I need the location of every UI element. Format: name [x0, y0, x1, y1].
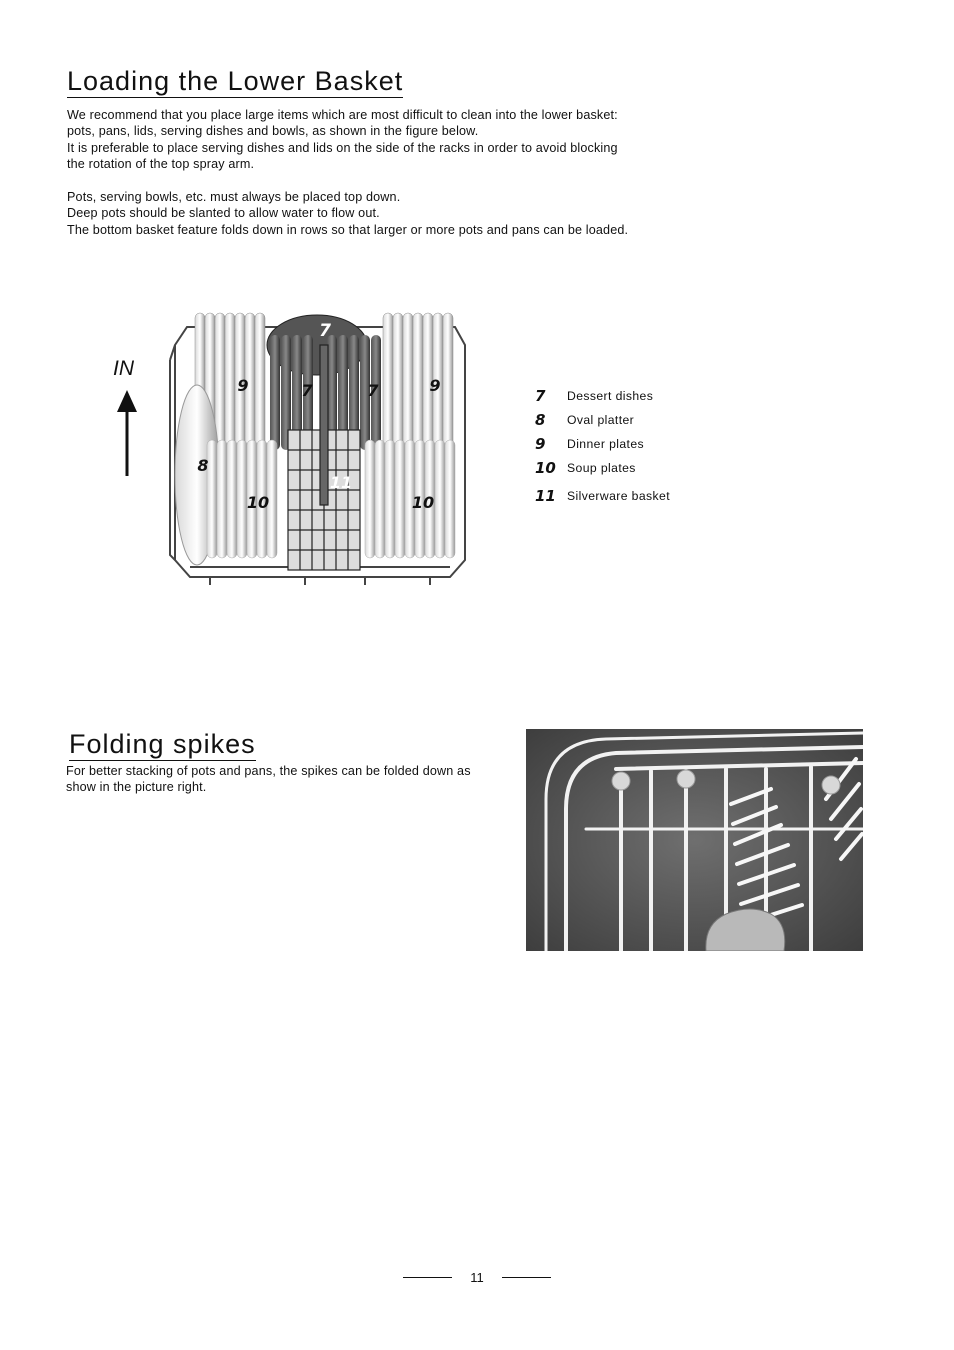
section-title-lower-basket: Loading the Lower Basket	[67, 66, 404, 96]
legend-label: Oval platter	[567, 413, 635, 427]
page-number: 11	[470, 1270, 484, 1285]
legend-item	[535, 408, 670, 432]
legend-number: 8	[535, 411, 546, 429]
callout-7-top: 7	[319, 321, 331, 341]
figure-legend	[535, 384, 670, 508]
callout-10-left: 10	[246, 493, 270, 512]
legend-label: Dinner plates	[567, 437, 645, 451]
lower-basket-notes: Pots, serving bowls, etc. must always be placed top down. Deep pots should be slanted to allow water to flow out. The bottom basket feature folds down in rows so that larger or more pots and pans can be loaded.	[67, 190, 629, 237]
in-arrow-icon	[114, 388, 140, 478]
page-footer	[403, 1270, 551, 1285]
legend-item	[535, 432, 670, 456]
callout-10-right: 10	[411, 493, 435, 512]
callout-7-right: 7	[367, 381, 379, 400]
legend-label: Soup plates	[567, 461, 636, 475]
lower-basket-intro: We recommend that you place large items which are most difficult to clean into the lower basket: pots, pans, lids, serving dishes and bowls, as shown in the figure below. It is preferable to place serving dishes and lids on the side of the racks in order to avoid blocking the rotation of the top spray arm.	[67, 108, 618, 171]
legend-number: 11	[535, 487, 556, 505]
legend-item	[535, 456, 670, 480]
lower-basket-illustration	[165, 305, 475, 590]
legend-label: Dessert dishes	[567, 389, 654, 403]
legend-item	[535, 384, 670, 408]
legend-number: 7	[535, 387, 546, 405]
legend-item	[535, 484, 670, 508]
callout-9-left: 9	[237, 376, 249, 395]
soup-plates-right	[365, 440, 455, 558]
folding-spikes-photo	[526, 729, 863, 951]
footer-rule-left	[403, 1277, 452, 1278]
callout-9-right: 9	[429, 376, 441, 395]
legend-number: 10	[535, 459, 556, 477]
plates-back-right	[383, 313, 453, 448]
legend-number: 9	[535, 435, 546, 453]
footer-rule-right	[502, 1277, 551, 1278]
callout-11: 11	[329, 473, 353, 492]
legend-label: Silverware basket	[567, 489, 670, 503]
section-title-folding-spikes: Folding spikes	[69, 729, 256, 759]
folding-spikes-text: For better stacking of pots and pans, the spikes can be folded down as show in the picture right.	[66, 764, 471, 795]
callout-8: 8	[197, 456, 209, 475]
in-direction-label: IN	[113, 357, 134, 380]
callout-7-left: 7	[301, 381, 313, 400]
